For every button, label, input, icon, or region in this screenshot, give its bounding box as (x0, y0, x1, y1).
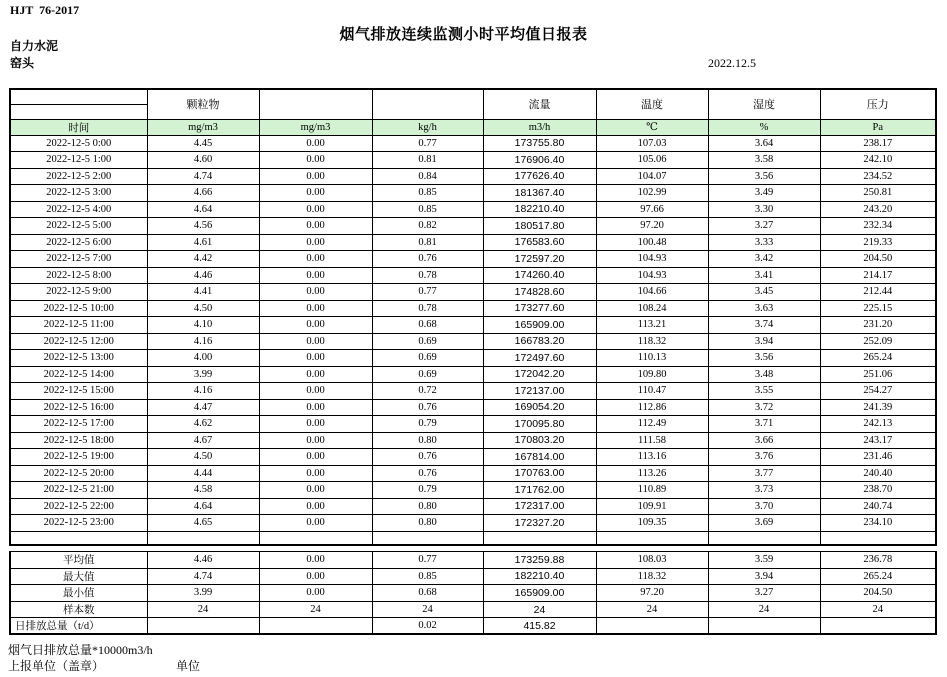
value-cell: 109.35 (596, 515, 708, 532)
column-header-humidity: 湿度 (708, 89, 820, 119)
value-cell: 4.10 (147, 317, 259, 334)
column-header-blank-2 (372, 89, 483, 119)
value-cell: 170803.20 (483, 432, 596, 449)
hour-row (10, 300, 936, 317)
value-cell: 3.72 (708, 399, 820, 416)
reporting-unit-stamp-label: 上报单位（盖章） (8, 659, 105, 673)
value-cell: 3.94 (708, 333, 820, 350)
value-cell: 0.00 (259, 152, 372, 169)
time-cell: 2022-12-5 3:00 (10, 185, 147, 202)
value-cell: 0.00 (259, 135, 372, 152)
value-cell: 102.99 (596, 185, 708, 202)
summary-label-cell: 最大值 (10, 568, 147, 585)
value-cell (708, 618, 820, 635)
value-cell: 415.82 (483, 618, 596, 635)
value-cell (259, 618, 372, 635)
time-cell: 2022-12-5 2:00 (10, 168, 147, 185)
value-cell: 3.69 (708, 515, 820, 532)
value-cell: 243.17 (820, 432, 936, 449)
value-cell: 111.58 (596, 432, 708, 449)
column-header-blank-1 (259, 89, 372, 119)
value-cell: 252.09 (820, 333, 936, 350)
hour-row (10, 515, 936, 532)
hour-row (10, 432, 936, 449)
value-cell: 3.99 (147, 366, 259, 383)
value-cell: 0.82 (372, 218, 483, 235)
value-cell: 265.24 (820, 568, 936, 585)
value-cell: 172497.60 (483, 350, 596, 367)
value-cell: 24 (147, 601, 259, 618)
summary-label-cell: 平均值 (10, 552, 147, 569)
value-cell: 265.24 (820, 350, 936, 367)
hour-row (10, 333, 936, 350)
value-cell: 4.46 (147, 267, 259, 284)
value-cell: 4.47 (147, 399, 259, 416)
value-cell: 3.59 (708, 552, 820, 569)
value-cell: 0.77 (372, 135, 483, 152)
hour-row (10, 449, 936, 466)
page-title: 烟气排放连续监测小时平均值日报表 (339, 27, 588, 43)
value-cell: 0.00 (259, 350, 372, 367)
unit-mg-m3-1: mg/m3 (147, 119, 259, 135)
time-cell: 2022-12-5 13:00 (10, 350, 147, 367)
value-cell: 3.73 (708, 482, 820, 499)
value-cell: 113.16 (596, 449, 708, 466)
summary-row (10, 568, 936, 585)
value-cell: 0.00 (259, 552, 372, 569)
value-cell: 0.02 (372, 618, 483, 635)
unit-percent: % (708, 119, 820, 135)
time-cell: 2022-12-5 8:00 (10, 267, 147, 284)
value-cell: 109.80 (596, 366, 708, 383)
value-cell: 176906.40 (483, 152, 596, 169)
hour-row (10, 416, 936, 433)
value-cell: 170095.80 (483, 416, 596, 433)
time-cell: 2022-12-5 0:00 (10, 135, 147, 152)
value-cell: 4.42 (147, 251, 259, 268)
value-cell: 104.93 (596, 267, 708, 284)
value-cell: 4.62 (147, 416, 259, 433)
hour-row (10, 284, 936, 301)
value-cell: 0.85 (372, 568, 483, 585)
value-cell: 112.86 (596, 399, 708, 416)
time-cell: 2022-12-5 21:00 (10, 482, 147, 499)
hour-row (10, 498, 936, 515)
value-cell: 240.74 (820, 498, 936, 515)
hour-row (10, 135, 936, 152)
time-cell: 2022-12-5 17:00 (10, 416, 147, 433)
value-cell: 0.00 (259, 383, 372, 400)
value-cell: 167814.00 (483, 449, 596, 466)
value-cell: 4.16 (147, 333, 259, 350)
flow-total-note: 烟气日排放总量*10000m3/h (8, 643, 153, 657)
value-cell: 172137.00 (483, 383, 596, 400)
time-cell: 2022-12-5 15:00 (10, 383, 147, 400)
value-cell: 110.47 (596, 383, 708, 400)
summary-table (9, 551, 937, 635)
value-cell: 97.20 (596, 218, 708, 235)
value-cell: 3.41 (708, 267, 820, 284)
value-cell: 166783.20 (483, 333, 596, 350)
value-cell: 3.74 (708, 317, 820, 334)
time-cell: 2022-12-5 10:00 (10, 300, 147, 317)
value-cell: 0.00 (259, 284, 372, 301)
unit-label: 单位 (176, 659, 201, 673)
value-cell: 0.84 (372, 168, 483, 185)
value-cell: 3.45 (708, 284, 820, 301)
value-cell: 4.44 (147, 465, 259, 482)
summary-rows (10, 552, 936, 635)
time-cell: 2022-12-5 1:00 (10, 152, 147, 169)
value-cell: 0.00 (259, 218, 372, 235)
value-cell (596, 618, 708, 635)
value-cell: 0.00 (259, 498, 372, 515)
value-cell: 0.77 (372, 284, 483, 301)
value-cell: 182210.40 (483, 201, 596, 218)
value-cell: 3.71 (708, 416, 820, 433)
hour-row (10, 482, 936, 499)
value-cell: 165909.00 (483, 585, 596, 602)
value-cell: 4.74 (147, 168, 259, 185)
value-cell: 4.58 (147, 482, 259, 499)
value-cell: 0.80 (372, 432, 483, 449)
value-cell: 173277.60 (483, 300, 596, 317)
value-cell: 4.41 (147, 284, 259, 301)
value-cell: 181367.40 (483, 185, 596, 202)
value-cell: 0.85 (372, 185, 483, 202)
value-cell: 3.27 (708, 218, 820, 235)
value-cell: 212.44 (820, 284, 936, 301)
value-cell: 24 (596, 601, 708, 618)
value-cell: 204.50 (820, 585, 936, 602)
summary-label-cell: 样本数 (10, 601, 147, 618)
value-cell: 0.00 (259, 251, 372, 268)
pollutant-header-row (10, 89, 936, 104)
value-cell: 24 (372, 601, 483, 618)
value-cell: 104.07 (596, 168, 708, 185)
value-cell: 24 (820, 601, 936, 618)
value-cell: 0.69 (372, 366, 483, 383)
value-cell: 219.33 (820, 234, 936, 251)
value-cell: 231.20 (820, 317, 936, 334)
time-cell: 2022-12-5 18:00 (10, 432, 147, 449)
value-cell: 0.00 (259, 300, 372, 317)
value-cell: 113.26 (596, 465, 708, 482)
value-cell: 0.00 (259, 449, 372, 466)
value-cell: 242.10 (820, 152, 936, 169)
company-name: 自力水泥 (10, 39, 59, 53)
value-cell: 4.56 (147, 218, 259, 235)
value-cell: 3.66 (708, 432, 820, 449)
hour-row (10, 366, 936, 383)
hourly-report-table (9, 88, 937, 546)
value-cell: 0.76 (372, 449, 483, 466)
value-cell: 104.66 (596, 284, 708, 301)
value-cell: 4.64 (147, 201, 259, 218)
value-cell: 171762.00 (483, 482, 596, 499)
time-cell: 2022-12-5 4:00 (10, 201, 147, 218)
value-cell: 0.00 (259, 185, 372, 202)
hour-row (10, 218, 936, 235)
value-cell: 0.77 (372, 552, 483, 569)
time-cell: 2022-12-5 22:00 (10, 498, 147, 515)
value-cell: 225.15 (820, 300, 936, 317)
value-cell: 3.48 (708, 366, 820, 383)
unit-header-row (10, 119, 936, 135)
value-cell: 169054.20 (483, 399, 596, 416)
value-cell: 165909.00 (483, 317, 596, 334)
hour-row (10, 399, 936, 416)
value-cell: 24 (708, 601, 820, 618)
value-cell: 3.42 (708, 251, 820, 268)
value-cell: 204.50 (820, 251, 936, 268)
value-cell: 4.50 (147, 449, 259, 466)
value-cell: 172327.20 (483, 515, 596, 532)
time-cell: 2022-12-5 23:00 (10, 515, 147, 532)
column-header-pressure: 压力 (820, 89, 936, 119)
column-header-temperature: 温度 (596, 89, 708, 119)
value-cell: 108.24 (596, 300, 708, 317)
time-cell: 2022-12-5 14:00 (10, 366, 147, 383)
value-cell: 4.61 (147, 234, 259, 251)
value-cell: 4.45 (147, 135, 259, 152)
value-cell: 0.80 (372, 498, 483, 515)
hour-row (10, 251, 936, 268)
value-cell: 0.81 (372, 234, 483, 251)
value-cell: 113.21 (596, 317, 708, 334)
hour-row (10, 185, 936, 202)
value-cell: 180517.80 (483, 218, 596, 235)
value-cell: 112.49 (596, 416, 708, 433)
value-cell: 24 (259, 601, 372, 618)
value-cell: 234.10 (820, 515, 936, 532)
value-cell: 172042.20 (483, 366, 596, 383)
hour-row (10, 267, 936, 284)
value-cell: 234.52 (820, 168, 936, 185)
value-cell: 4.64 (147, 498, 259, 515)
value-cell: 0.85 (372, 201, 483, 218)
value-cell: 172317.00 (483, 498, 596, 515)
value-cell: 110.13 (596, 350, 708, 367)
value-cell: 118.32 (596, 333, 708, 350)
unit-pa: Pa (820, 119, 936, 135)
value-cell: 0.00 (259, 432, 372, 449)
value-cell: 243.20 (820, 201, 936, 218)
hour-row (10, 201, 936, 218)
value-cell: 105.06 (596, 152, 708, 169)
value-cell: 108.03 (596, 552, 708, 569)
hour-row (10, 234, 936, 251)
time-cell: 2022-12-5 20:00 (10, 465, 147, 482)
value-cell: 3.64 (708, 135, 820, 152)
value-cell: 4.50 (147, 300, 259, 317)
value-cell: 0.76 (372, 465, 483, 482)
hour-row (10, 168, 936, 185)
value-cell: 0.76 (372, 399, 483, 416)
value-cell: 3.58 (708, 152, 820, 169)
value-cell: 177626.40 (483, 168, 596, 185)
value-cell: 3.77 (708, 465, 820, 482)
value-cell: 232.34 (820, 218, 936, 235)
column-header-flow: 流量 (483, 89, 596, 119)
value-cell: 0.69 (372, 350, 483, 367)
value-cell: 0.78 (372, 267, 483, 284)
value-cell: 0.76 (372, 251, 483, 268)
value-cell: 176583.60 (483, 234, 596, 251)
corner-cell-top (10, 89, 147, 104)
hour-row (10, 383, 936, 400)
value-cell: 173755.80 (483, 135, 596, 152)
value-cell: 3.55 (708, 383, 820, 400)
value-cell: 241.39 (820, 399, 936, 416)
value-cell: 250.81 (820, 185, 936, 202)
value-cell: 24 (483, 601, 596, 618)
value-cell: 0.00 (259, 201, 372, 218)
report-date: 2022.12.5 (708, 56, 756, 70)
value-cell: 0.79 (372, 416, 483, 433)
value-cell: 0.00 (259, 267, 372, 284)
value-cell: 0.00 (259, 234, 372, 251)
hour-row (10, 317, 936, 334)
value-cell: 0.00 (259, 416, 372, 433)
value-cell: 97.20 (596, 585, 708, 602)
value-cell: 0.00 (259, 482, 372, 499)
hour-row (10, 152, 936, 169)
value-cell: 4.65 (147, 515, 259, 532)
value-cell: 0.00 (259, 333, 372, 350)
summary-row (10, 585, 936, 602)
value-cell: 4.46 (147, 552, 259, 569)
value-cell: 3.49 (708, 185, 820, 202)
value-cell: 173259.88 (483, 552, 596, 569)
value-cell: 236.78 (820, 552, 936, 569)
value-cell: 3.99 (147, 585, 259, 602)
time-cell: 2022-12-5 7:00 (10, 251, 147, 268)
time-cell: 2022-12-5 12:00 (10, 333, 147, 350)
value-cell: 0.72 (372, 383, 483, 400)
value-cell: 3.63 (708, 300, 820, 317)
summary-label-cell: 最小值 (10, 585, 147, 602)
hour-rows (10, 135, 936, 531)
value-cell: 0.68 (372, 585, 483, 602)
value-cell: 240.40 (820, 465, 936, 482)
value-cell: 214.17 (820, 267, 936, 284)
summary-row (10, 601, 936, 618)
value-cell: 172597.20 (483, 251, 596, 268)
value-cell: 174828.60 (483, 284, 596, 301)
value-cell: 110.89 (596, 482, 708, 499)
value-cell: 0.00 (259, 399, 372, 416)
summary-row (10, 552, 936, 569)
value-cell: 0.00 (259, 317, 372, 334)
value-cell: 0.00 (259, 568, 372, 585)
value-cell: 97.66 (596, 201, 708, 218)
value-cell: 3.30 (708, 201, 820, 218)
value-cell: 4.66 (147, 185, 259, 202)
value-cell: 238.17 (820, 135, 936, 152)
value-cell: 109.91 (596, 498, 708, 515)
time-cell: 2022-12-5 9:00 (10, 284, 147, 301)
unit-mg-m3-2: mg/m3 (259, 119, 372, 135)
value-cell: 170763.00 (483, 465, 596, 482)
unit-kg-h: kg/h (372, 119, 483, 135)
value-cell: 3.56 (708, 350, 820, 367)
value-cell: 3.33 (708, 234, 820, 251)
value-cell: 107.03 (596, 135, 708, 152)
value-cell: 4.60 (147, 152, 259, 169)
value-cell: 0.80 (372, 515, 483, 532)
unit-celsius: ℃ (596, 119, 708, 135)
value-cell: 4.00 (147, 350, 259, 367)
value-cell: 0.81 (372, 152, 483, 169)
time-cell: 2022-12-5 11:00 (10, 317, 147, 334)
corner-cell-bottom (10, 104, 147, 119)
value-cell: 3.27 (708, 585, 820, 602)
value-cell: 0.78 (372, 300, 483, 317)
unit-m3-h: m3/h (483, 119, 596, 135)
value-cell: 242.13 (820, 416, 936, 433)
time-cell: 2022-12-5 6:00 (10, 234, 147, 251)
value-cell: 104.93 (596, 251, 708, 268)
spacer-row (10, 531, 936, 545)
value-cell: 0.00 (259, 585, 372, 602)
summary-label-cell: 日排放总量（t/d） (10, 618, 147, 635)
monitor-point-name: 窑头 (10, 56, 35, 70)
value-cell: 3.56 (708, 168, 820, 185)
value-cell: 0.00 (259, 366, 372, 383)
value-cell: 182210.40 (483, 568, 596, 585)
time-header: 时间 (10, 119, 147, 135)
value-cell: 0.00 (259, 168, 372, 185)
time-cell: 2022-12-5 16:00 (10, 399, 147, 416)
value-cell: 254.27 (820, 383, 936, 400)
value-cell: 4.74 (147, 568, 259, 585)
time-cell: 2022-12-5 5:00 (10, 218, 147, 235)
value-cell: 3.70 (708, 498, 820, 515)
value-cell: 4.16 (147, 383, 259, 400)
time-cell: 2022-12-5 19:00 (10, 449, 147, 466)
value-cell: 251.06 (820, 366, 936, 383)
value-cell: 4.67 (147, 432, 259, 449)
value-cell: 3.76 (708, 449, 820, 466)
value-cell: 0.69 (372, 333, 483, 350)
value-cell (147, 618, 259, 635)
value-cell: 3.94 (708, 568, 820, 585)
value-cell: 0.00 (259, 515, 372, 532)
value-cell: 100.48 (596, 234, 708, 251)
value-cell: 231.46 (820, 449, 936, 466)
value-cell: 174260.40 (483, 267, 596, 284)
value-cell: 0.79 (372, 482, 483, 499)
value-cell (820, 618, 936, 635)
value-cell: 118.32 (596, 568, 708, 585)
column-header-particulate: 颗粒物 (147, 89, 259, 119)
value-cell: 0.00 (259, 465, 372, 482)
hour-row (10, 350, 936, 367)
value-cell: 0.68 (372, 317, 483, 334)
summary-row (10, 618, 936, 635)
value-cell: 238.70 (820, 482, 936, 499)
hour-row (10, 465, 936, 482)
standard-reference: HJT 76-2017 (10, 3, 80, 17)
